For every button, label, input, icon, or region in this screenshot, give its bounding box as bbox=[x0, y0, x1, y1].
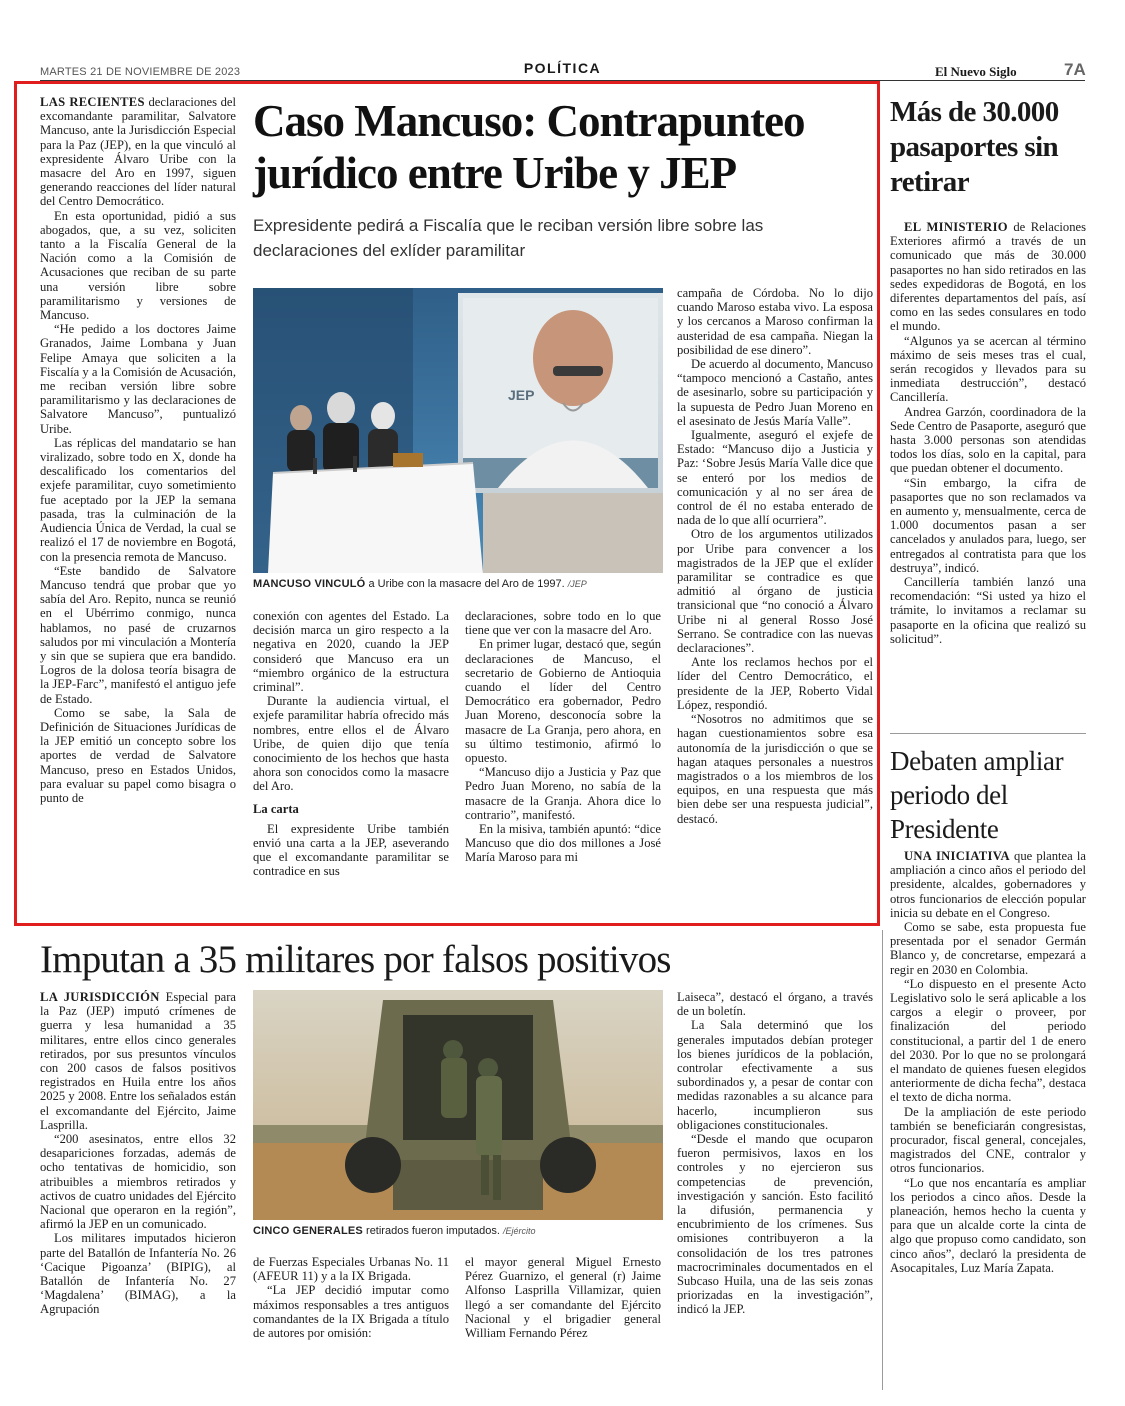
paragraph: De la ampliación de este periodo también se beneficiarán congresistas, procurador, fiscal general, concejales, magistrados del CNE, contralor y otros funcionarios. bbox=[890, 1104, 1086, 1176]
paragraph: Las réplicas del mandatario se han viralizado, sobre todo en X, donde ha descalificado los comentarios del exjefe paramilitar, cuyo sometimiento fue aceptado por la JEP la semana pasada, tras la culminación de la Audiencia Única de Verdad, la cual se realizó el 17 de noviembre en Bogotá, con la presencia remota de Mancuso. bbox=[40, 435, 236, 564]
military-col-2 bbox=[253, 1255, 449, 1340]
photo-credit: /Ejército bbox=[503, 1226, 536, 1236]
paragraph bbox=[40, 95, 236, 209]
paragraph-text: que plantea la ampliación a cinco años el periodo del presidente, alcaldes, gobernadores y otros funcionarios de elección popular inicia su debate en el Congreso. bbox=[890, 849, 1086, 920]
main-col-1 bbox=[40, 95, 236, 805]
paragraph: “200 asesinatos, entre ellos 32 desapariciones forzadas, además de ocho tentativas de homicidio, son atribuibles a miembros retirados y activos de cuatro unidades del Ejército Nacional que operaron en la región”, afirmó la JEP en un comunicado. bbox=[40, 1132, 236, 1232]
hearing-illustration bbox=[253, 288, 663, 573]
caption-lead: MANCUSO VINCULÓ bbox=[253, 578, 366, 590]
paragraph: El expresidente Uribe también envió una carta a la JEP, aseverando que el excomandante paramilitar se contradice en sus bbox=[253, 821, 449, 879]
main-col-3 bbox=[465, 609, 661, 865]
lead-word: LAS RECIENTES bbox=[40, 95, 145, 109]
screen-logo: JEP bbox=[508, 387, 535, 403]
lead-word: LA JURISDICCIÓN bbox=[40, 990, 160, 1004]
main-col-4 bbox=[677, 286, 873, 826]
debate-body bbox=[890, 849, 1086, 1275]
paragraph: Laiseca”, destacó el órgano, a través de un boletín. bbox=[677, 990, 873, 1019]
subheading: La carta bbox=[253, 801, 299, 816]
paragraph: “Este bandido de Salvatore Mancuso tendrá que probar que yo sabía del Aro. Repito, nunca se reunió en el Ubérrimo conmigo, nunca hablamos, no pasé de cruzarnos saludos por mi vinculación a Montería y sin que se supiera que era bandido. Logros de la dolosa teoría bisagra de la JEP-Farc”, manifestó el antiguo jefe de Estado. bbox=[40, 563, 236, 706]
main-photo-caption bbox=[253, 578, 673, 590]
paragraph: Igualmente, aseguró el exjefe de Estado: “Mancuso dijo a Justicia y Paz: ‘Sobre Jesús María Valle dice que se enteró por los medios de comunicación y al no ser área de control de él no estaba enterado de nada de lo que allí ocurriera”. bbox=[677, 428, 873, 528]
paragraph: “La JEP decidió imputar como máximos responsables a tres antiguos comandantes de la IX Brigada a título de autores por omisión: bbox=[253, 1283, 449, 1341]
paragraph: “Nosotros no admitimos que se hagan cuestionamientos sobre esa autonomía de la jurisdicción o que se hagan ataques personales a nuestros magistrados o a los miembros de los equipos, en una respuesta que más bien debe ser una respuesta judicial”, destacó. bbox=[677, 712, 873, 826]
main-headline: Caso Mancuso: Contrapunteo jurídico entre Uribe y JEP bbox=[253, 96, 805, 198]
paragraph bbox=[40, 990, 236, 1132]
newspaper-brand: El Nuevo Siglo bbox=[935, 64, 1017, 79]
paragraph: conexión con agentes del Estado. La decisión marca un giro respecto a la negativa en 2020, cuando la JEP consideró que Mancuso era un “miembro orgánico de la estructura criminal”. bbox=[253, 609, 449, 695]
military-col-4 bbox=[677, 990, 873, 1317]
military-photo-caption bbox=[253, 1225, 673, 1237]
paragraph: “Algunos ya se acercan al término máximo de seis meses tras el cual, serán recogidos y llevados para su inmediata destrucción”, destacó Cancillería. bbox=[890, 333, 1086, 405]
column-divider bbox=[882, 930, 883, 1390]
paragraph: de Fuerzas Especiales Urbanas No. 11 (AFEUR 11) y a la IX Brigada. bbox=[253, 1255, 449, 1284]
paragraph: Como se sabe, esta propuesta fue presentada por el senador Germán Blanco y, de concretarse, empezará a regir en 2030 en Colombia. bbox=[890, 920, 1086, 977]
main-photo bbox=[253, 288, 663, 573]
page-date: MARTES 21 DE NOVIEMBRE DE 2023 bbox=[40, 66, 241, 78]
paragraph-text: de Relaciones Exteriores afirmó a través de un comunicado que más de 30.000 pasaportes no han sido retirados en las sedes expedidoras de Bogotá, en los diferentes departamentos del país, así como en las sedes consulares en todo el mundo. bbox=[890, 220, 1086, 334]
paragraph: Como se sabe, la Sala de Definición de Situaciones Jurídicas de la JEP emitió un concepto sobre los aportes de verdad de Salvatore Mancuso, preso en Estados Unidos, para evaluar su papel como bisagra o punto de bbox=[40, 705, 236, 805]
paragraph: Durante la audiencia virtual, el exjefe paramilitar habría ofrecido más nombres, entre ellos el de Álvaro Uribe, de quien dijo que tenía conocimiento de los hechos que hasta ahora son conocidos como la masacre del Aro. bbox=[253, 694, 449, 794]
paragraph: campaña de Córdoba. No lo dijo cuando Maroso estaba vivo. La esposa y los cercanos a Maroso confirman la austeridad de esa campaña. Niegan la posibilidad de ese dinero”. bbox=[677, 286, 873, 357]
paragraph: Los militares imputados hicieron parte del Batallón de Infantería No. 26 ‘Cacique Pigoanza’ (BIPIG), al Batallón de Infantería No. 27 ‘Magdalena’ (BIMAG), a la Agrupación bbox=[40, 1231, 236, 1317]
caption-text: a Uribe con la masacre del Aro de 1997. bbox=[365, 578, 565, 590]
paragraph-text: Especial para la Paz (JEP) imputó crímenes de guerra y lesa humanidad a 35 militares, entre ellos cinco generales retirados, por sus presuntos vínculos con 200 casos de falsos positivos registrados en Huila entre los años 2025 y 2008. Entre los señalados están el excomandante del Ejército, Jaime Lasprilla. bbox=[40, 990, 236, 1132]
page-number: 7A bbox=[1064, 60, 1086, 79]
soldiers-illustration bbox=[253, 990, 663, 1220]
main-col-2 bbox=[253, 609, 449, 879]
paragraph: declaraciones, sobre todo en lo que tiene que ver con la masacre del Aro. bbox=[465, 609, 661, 638]
military-col-3 bbox=[465, 1255, 661, 1340]
photo-credit: /JEP bbox=[567, 579, 587, 589]
paragraph: el mayor general Miguel Ernesto Pérez Guarnizo, el general (r) Jaime Alfonso Lasprilla Villamizar, quien llegó a ser comandante del Ejército Nacional y el brigadier general William Fernando Pérez bbox=[465, 1255, 661, 1341]
paragraph: La Sala determinó que los generales imputados debían proteger los bienes jurídicos de la población, controlar efectivamente a sus subordinados y, a pesar de contar con medidas razonables a su alcance para hacerlo, incumplieron sus obligaciones constitucionales. bbox=[677, 1018, 873, 1132]
passports-headline: Más de 30.000 pasaportes sin retirar bbox=[890, 96, 1059, 198]
section-label: POLÍTICA bbox=[523, 60, 602, 76]
paragraph: “He pedido a los doctores Jaime Granados, Jaime Lombana y Juan Felipe Amaya que soliciten a la Fiscalía y a la Comisión de Acusación, me reciban versión libre sobre paramilitarismo y las declaraciones de Salvatore Mancuso”, puntualizó Uribe. bbox=[40, 322, 236, 436]
paragraph: “Lo que nos encantaría es ampliar los periodos a cinco años. Desde la planeación, hemos hecho la cuenta y para que un alcalde corte la cinta de algo que propuso como candidato, son cinco años”, declaró la presidenta de Asocapitales, Luz María Zapata. bbox=[890, 1175, 1086, 1275]
paragraph: “Sin embargo, la cifra de pasaportes que no son reclamados va en aumento y, mensualmente, cerca de 1.000 documentos pasan a ser cancelados y anulados para, luego, ser entregados al contratista para que los destruya”, indicó. bbox=[890, 475, 1086, 575]
military-photo bbox=[253, 990, 663, 1220]
lead-word: EL MINISTERIO bbox=[904, 220, 1008, 234]
paragraph: “Lo dispuesto en el presente Acto Legislativo solo le será aplicable a los cargos a elegir o proveer, por finalización del periodo constitucional, a partir del 1 de enero del 2030. Por lo que no se prolongará el mandato de quienes fuesen elegidos anteriormente de dicha fecha”, destaca el texto de dicha norma. bbox=[890, 976, 1086, 1105]
paragraph: Ante los reclamos hechos por el líder del Centro Democrático, el presidente de la JEP, Roberto Vidal López, respondió. bbox=[677, 655, 873, 712]
main-deck: Expresidente pedirá a Fiscalía que le reciban versión libre sobre las declaraciones del exlíder paramilitar bbox=[253, 216, 764, 260]
caption-lead: CINCO GENERALES bbox=[253, 1225, 363, 1237]
paragraph: “Mancuso dijo a Justicia y Paz que Pedro Juan Moreno, no sabía de la masacre de la Granja. Ahora dice lo contrario”, manifestó. bbox=[465, 765, 661, 822]
paragraph: En la misiva, también apuntó: “dice Mancuso que dio dos millones a José María Maroso para mi bbox=[465, 822, 661, 865]
paragraph: “Desde el mando que ocuparon fueron permisivos, laxos en los controles y no ejercieron sus competencias de prevención, investigación y sanción. Esto facilitó la difusión, permanencia y encubrimiento de los crímenes. Sus omisiones contribuyeron a la consolidación de los tres patrones macrocriminales documentados en el Subcaso Huila, una de las seis zonas priorizadas en la investigación”, indicó la JEP. bbox=[677, 1132, 873, 1317]
section-divider bbox=[890, 733, 1086, 734]
debate-headline: Debaten ampliar periodo del Presidente bbox=[890, 746, 1064, 844]
paragraph: En primer lugar, destacó que, según declaraciones de Mancuso, el secretario de Gobierno de Antioquia cuando el líder del Centro Democrático era gobernador, Pedro Juan Moreno, desconocía sobre la masacre de La Granja, pero ahora, en su último testimonio, afirmó lo opuesto. bbox=[465, 637, 661, 766]
military-col-1 bbox=[40, 990, 236, 1317]
paragraph: Cancillería también lanzó una recomendación: “Si usted ya hizo el trámite, lo invitamos a reclamar su pasaporte en la oficina que realizó su solicitud”. bbox=[890, 575, 1086, 646]
paragraph bbox=[890, 220, 1086, 334]
paragraph: De acuerdo al documento, Mancuso “tampoco mencionó a Castaño, antes de asesinarlo, sobre su participación y la supuesta de Pedro Juan Moreno en el asesinato de Jesús María Valle”. bbox=[677, 357, 873, 428]
paragraph: Andrea Garzón, coordinadora de la Sede Centro de Pasaporte, aseguró que hasta 3.000 personas son atendidas todos los días, solo en la capital, para que puedan obtener el documento. bbox=[890, 404, 1086, 476]
paragraph bbox=[890, 849, 1086, 920]
paragraph-text: declaraciones del excomandante paramilitar, Salvatore Mancuso, ante la Jurisdicción Especial para la Paz (JEP), en la que vinculó al expresidente Álvaro Uribe con la masacre del Aro en 1997, siguen generando reacciones del líder natural del Centro Democrático. bbox=[40, 95, 236, 209]
lead-word: UNA INICIATIVA bbox=[904, 849, 1010, 863]
military-headline: Imputan a 35 militares por falsos positivos bbox=[40, 938, 671, 981]
paragraph: En esta oportunidad, pidió a sus abogados, que, a su vez, soliciten tanto a la Fiscalía General de la Nación como a la Comisión de Acusaciones que reciban de su parte una versión libre sobre paramilitarismo y versiones de Mancuso. bbox=[40, 208, 236, 323]
passports-body bbox=[890, 220, 1086, 646]
caption-text: retirados fueron imputados. bbox=[362, 1225, 500, 1237]
paragraph: Otro de los argumentos utilizados por Uribe para convencer a los magistrados de la JEP que el exlíder paramilitar se contradice es que admitió al órgano de justicia transicional que “no conoció a Álvaro Uribe ni al general Rosso José Serrano. Se contradice con las nuevas declaraciones”. bbox=[677, 527, 873, 656]
